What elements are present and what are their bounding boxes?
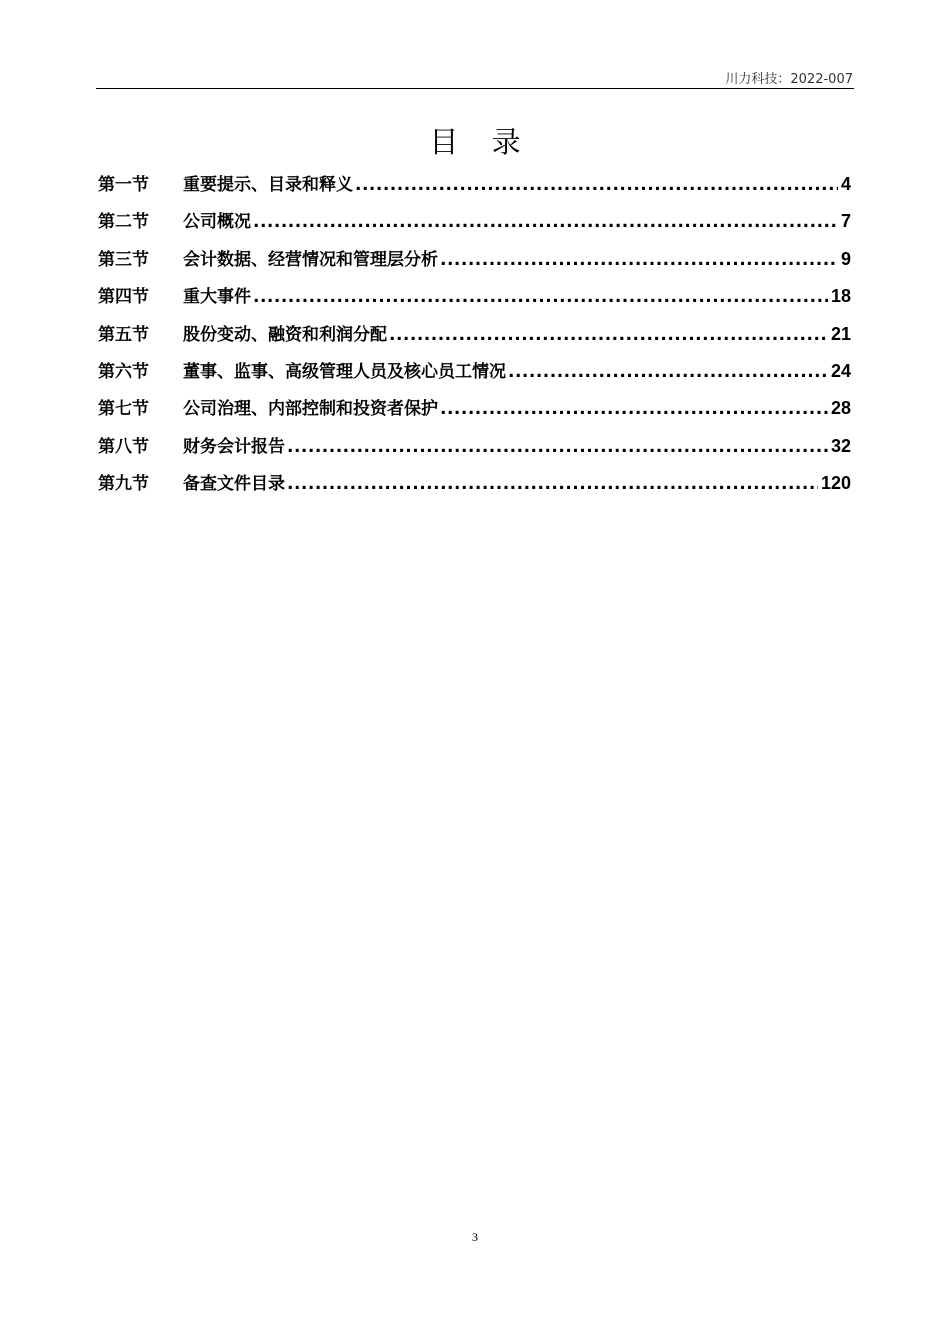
toc-dot-leader — [253, 279, 828, 316]
toc-title: 目 录 — [429, 125, 533, 159]
toc-section-title: 重大事件 — [183, 287, 251, 308]
toc-section-title: 董事、监事、高级管理人员及核心员工情况 — [183, 361, 506, 382]
toc-page-number: 7 — [840, 211, 851, 232]
toc-section-title: 重要提示、目录和释义 — [183, 175, 353, 195]
toc-entry-1[interactable] — [98, 166, 851, 203]
toc-entry-6[interactable] — [98, 353, 851, 390]
toc-dot-leader — [253, 204, 838, 241]
toc-section-number: 第二节 — [98, 212, 149, 233]
toc-section-number: 第八节 — [98, 436, 149, 457]
toc-entry-5[interactable] — [98, 316, 851, 353]
toc-section-number: 第四节 — [98, 287, 149, 308]
toc-section-number: 第九节 — [98, 474, 149, 495]
toc-section-title: 公司概况 — [183, 212, 251, 233]
toc-dot-leader — [508, 354, 828, 391]
toc-entry-7[interactable] — [98, 390, 851, 427]
toc-entry-9[interactable] — [98, 465, 851, 502]
table-of-contents — [98, 166, 851, 503]
toc-section-title: 财务会计报告 — [183, 436, 285, 457]
toc-dot-leader — [287, 466, 818, 503]
toc-page-number: 32 — [830, 435, 851, 456]
toc-entry-3[interactable] — [98, 241, 851, 278]
page-number: 3 — [472, 1230, 478, 1244]
toc-section-number: 第六节 — [98, 361, 149, 382]
toc-dot-leader — [355, 167, 838, 204]
toc-page-number: 18 — [830, 286, 851, 307]
toc-page-number: 24 — [830, 360, 851, 381]
toc-dot-leader — [287, 429, 828, 466]
toc-section-number: 第七节 — [98, 399, 149, 420]
toc-dot-leader — [389, 317, 828, 354]
toc-section-number: 第五节 — [98, 324, 149, 345]
toc-section-number: 第一节 — [98, 175, 149, 195]
toc-page-number: 9 — [840, 248, 851, 269]
toc-page-number: 4 — [840, 174, 851, 194]
toc-page-number: 120 — [820, 473, 851, 494]
toc-entry-2[interactable] — [98, 203, 851, 240]
toc-dot-leader — [440, 391, 828, 428]
toc-section-number: 第三节 — [98, 249, 149, 270]
toc-section-title: 会计数据、经营情况和管理层分析 — [183, 249, 438, 270]
header-company-code: 川力科技：2022-007 — [725, 72, 853, 87]
toc-entry-8[interactable] — [98, 428, 851, 465]
toc-page-number: 28 — [830, 398, 851, 419]
toc-section-title: 备查文件目录 — [183, 474, 285, 495]
header-divider — [96, 88, 854, 89]
toc-dot-leader — [440, 242, 838, 279]
toc-entry-4[interactable] — [98, 278, 851, 315]
toc-page-number: 21 — [830, 323, 851, 344]
toc-section-title: 公司治理、内部控制和投资者保护 — [183, 399, 438, 420]
toc-section-title: 股份变动、融资和利润分配 — [183, 324, 387, 345]
